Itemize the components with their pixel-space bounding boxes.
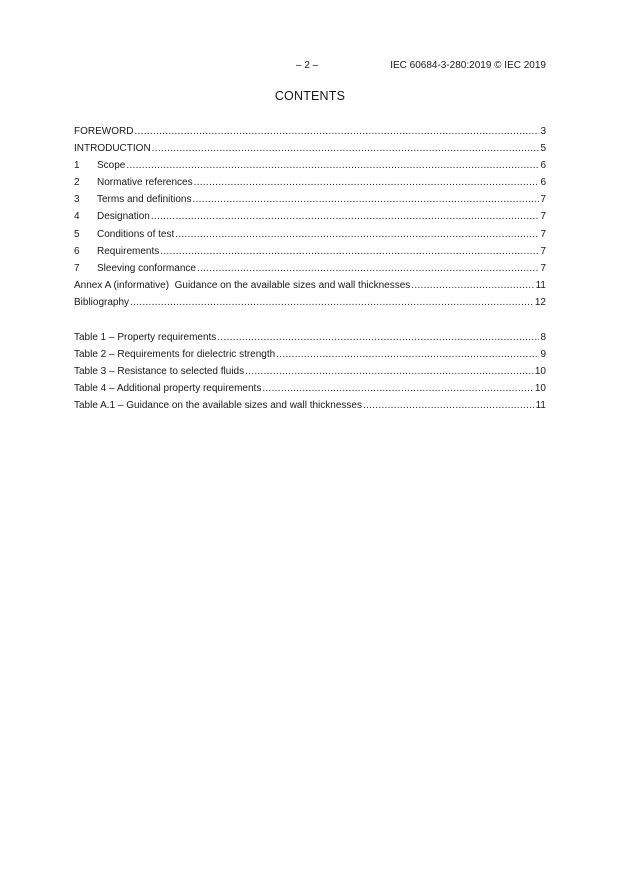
toc-leader-dots: [194, 174, 540, 191]
toc-entry-scope[interactable]: [74, 157, 546, 174]
toc-page-number: 6: [540, 177, 546, 189]
toc-page-number: 3: [540, 126, 546, 137]
table-list-text: Table 3 – Resistance to selected fluids: [74, 366, 245, 378]
toc-leader-dots: [193, 191, 540, 208]
toc-clause-number: 7: [74, 262, 80, 274]
toc-page-number: 6: [540, 160, 546, 172]
toc-clause-number: 4: [74, 211, 80, 223]
toc-page-number: 11: [535, 400, 546, 412]
toc-entry-normative-references[interactable]: [74, 174, 546, 191]
toc-entry-introduction[interactable]: [74, 140, 546, 157]
toc-clause-number: 2: [74, 177, 80, 189]
toc-entry-text: Bibliography: [74, 296, 130, 308]
toc-leader-dots: [152, 140, 540, 157]
toc-page-number: 7: [540, 228, 546, 240]
toc-entry-sleeving-conformance[interactable]: [74, 260, 546, 277]
toc-entry-conditions-of-test[interactable]: [74, 226, 546, 243]
toc-clause-number: 3: [74, 194, 80, 206]
toc-clause-number: 1: [74, 160, 80, 172]
toc-leader-dots: [411, 277, 534, 294]
toc-page-number: 9: [540, 349, 546, 361]
contents-title: CONTENTS: [274, 89, 346, 103]
toc-entry-bibliography[interactable]: [74, 294, 546, 311]
toc-leader-dots: [197, 260, 539, 277]
toc-leader-dots: [151, 208, 540, 225]
toc-entry-requirements[interactable]: [74, 243, 546, 260]
toc-entry-annex-a[interactable]: [74, 277, 546, 294]
toc-entry-text: Scope: [97, 160, 126, 172]
toc-leader-dots: [160, 243, 539, 260]
toc-page-number: 12: [534, 296, 546, 308]
toc-page-number: 7: [540, 262, 546, 274]
toc-leader-dots: [134, 123, 539, 140]
toc-entry-text: Terms and definitions: [97, 194, 192, 206]
table-list-text: Table A.1 – Guidance on the available sizes and wall thicknesses: [74, 400, 362, 412]
toc-page-number: 7: [540, 194, 546, 206]
toc-entry-terms-and-definitions[interactable]: [74, 191, 546, 208]
toc-page-number: 5: [540, 143, 546, 155]
table-list-entry[interactable]: [74, 346, 546, 363]
toc-leader-dots: [217, 329, 539, 346]
table-list-entry[interactable]: [74, 329, 546, 346]
toc-entry-text: Requirements: [97, 245, 160, 257]
toc-entry-text: FOREWORD: [74, 126, 134, 137]
toc-clause-number: 6: [74, 245, 80, 257]
toc-page-number: 11: [535, 279, 546, 291]
toc-entry-text: Normative references: [97, 177, 193, 189]
toc-leader-dots: [276, 346, 539, 363]
toc-leader-dots: [126, 157, 539, 174]
page-header: [0, 60, 620, 74]
toc-leader-dots: [130, 294, 534, 311]
toc-page-number: 8: [540, 332, 546, 343]
toc-entry-text: INTRODUCTION: [74, 143, 151, 155]
list-of-tables: [74, 329, 546, 414]
toc-leader-dots: [262, 380, 534, 397]
table-list-entry[interactable]: [74, 363, 546, 380]
toc-page-number: 10: [534, 366, 546, 378]
toc-page-number: 7: [540, 211, 546, 223]
table-list-text: Table 2 – Requirements for dielectric strength: [74, 349, 276, 361]
toc-leader-dots: [245, 363, 534, 380]
toc-entry-designation[interactable]: [74, 208, 546, 225]
toc-entry-text: Sleeving conformance: [97, 262, 196, 274]
toc-page-number: 7: [540, 245, 546, 257]
toc-entry-text: Designation: [97, 211, 150, 223]
table-list-entry[interactable]: [74, 380, 546, 397]
document-reference: IEC 60684-3-280:2019 © IEC 2019: [390, 60, 546, 71]
page-number: – 2 –: [296, 60, 319, 71]
table-list-text: Table 1 – Property requirements: [74, 332, 217, 343]
table-list-entry[interactable]: [74, 397, 546, 414]
toc-leader-dots: [363, 397, 535, 414]
toc-page-number: 10: [534, 383, 546, 395]
toc-entry-text: Conditions of test: [97, 228, 175, 240]
table-of-contents: [74, 123, 546, 311]
toc-leader-dots: [175, 226, 539, 243]
toc-entry-foreword[interactable]: [74, 123, 546, 140]
toc-clause-number: 5: [74, 228, 80, 240]
table-list-text: Table 4 – Additional property requirements: [74, 383, 262, 395]
toc-entry-text: Annex A (informative) Guidance on the available sizes and wall thicknesses: [74, 279, 411, 291]
